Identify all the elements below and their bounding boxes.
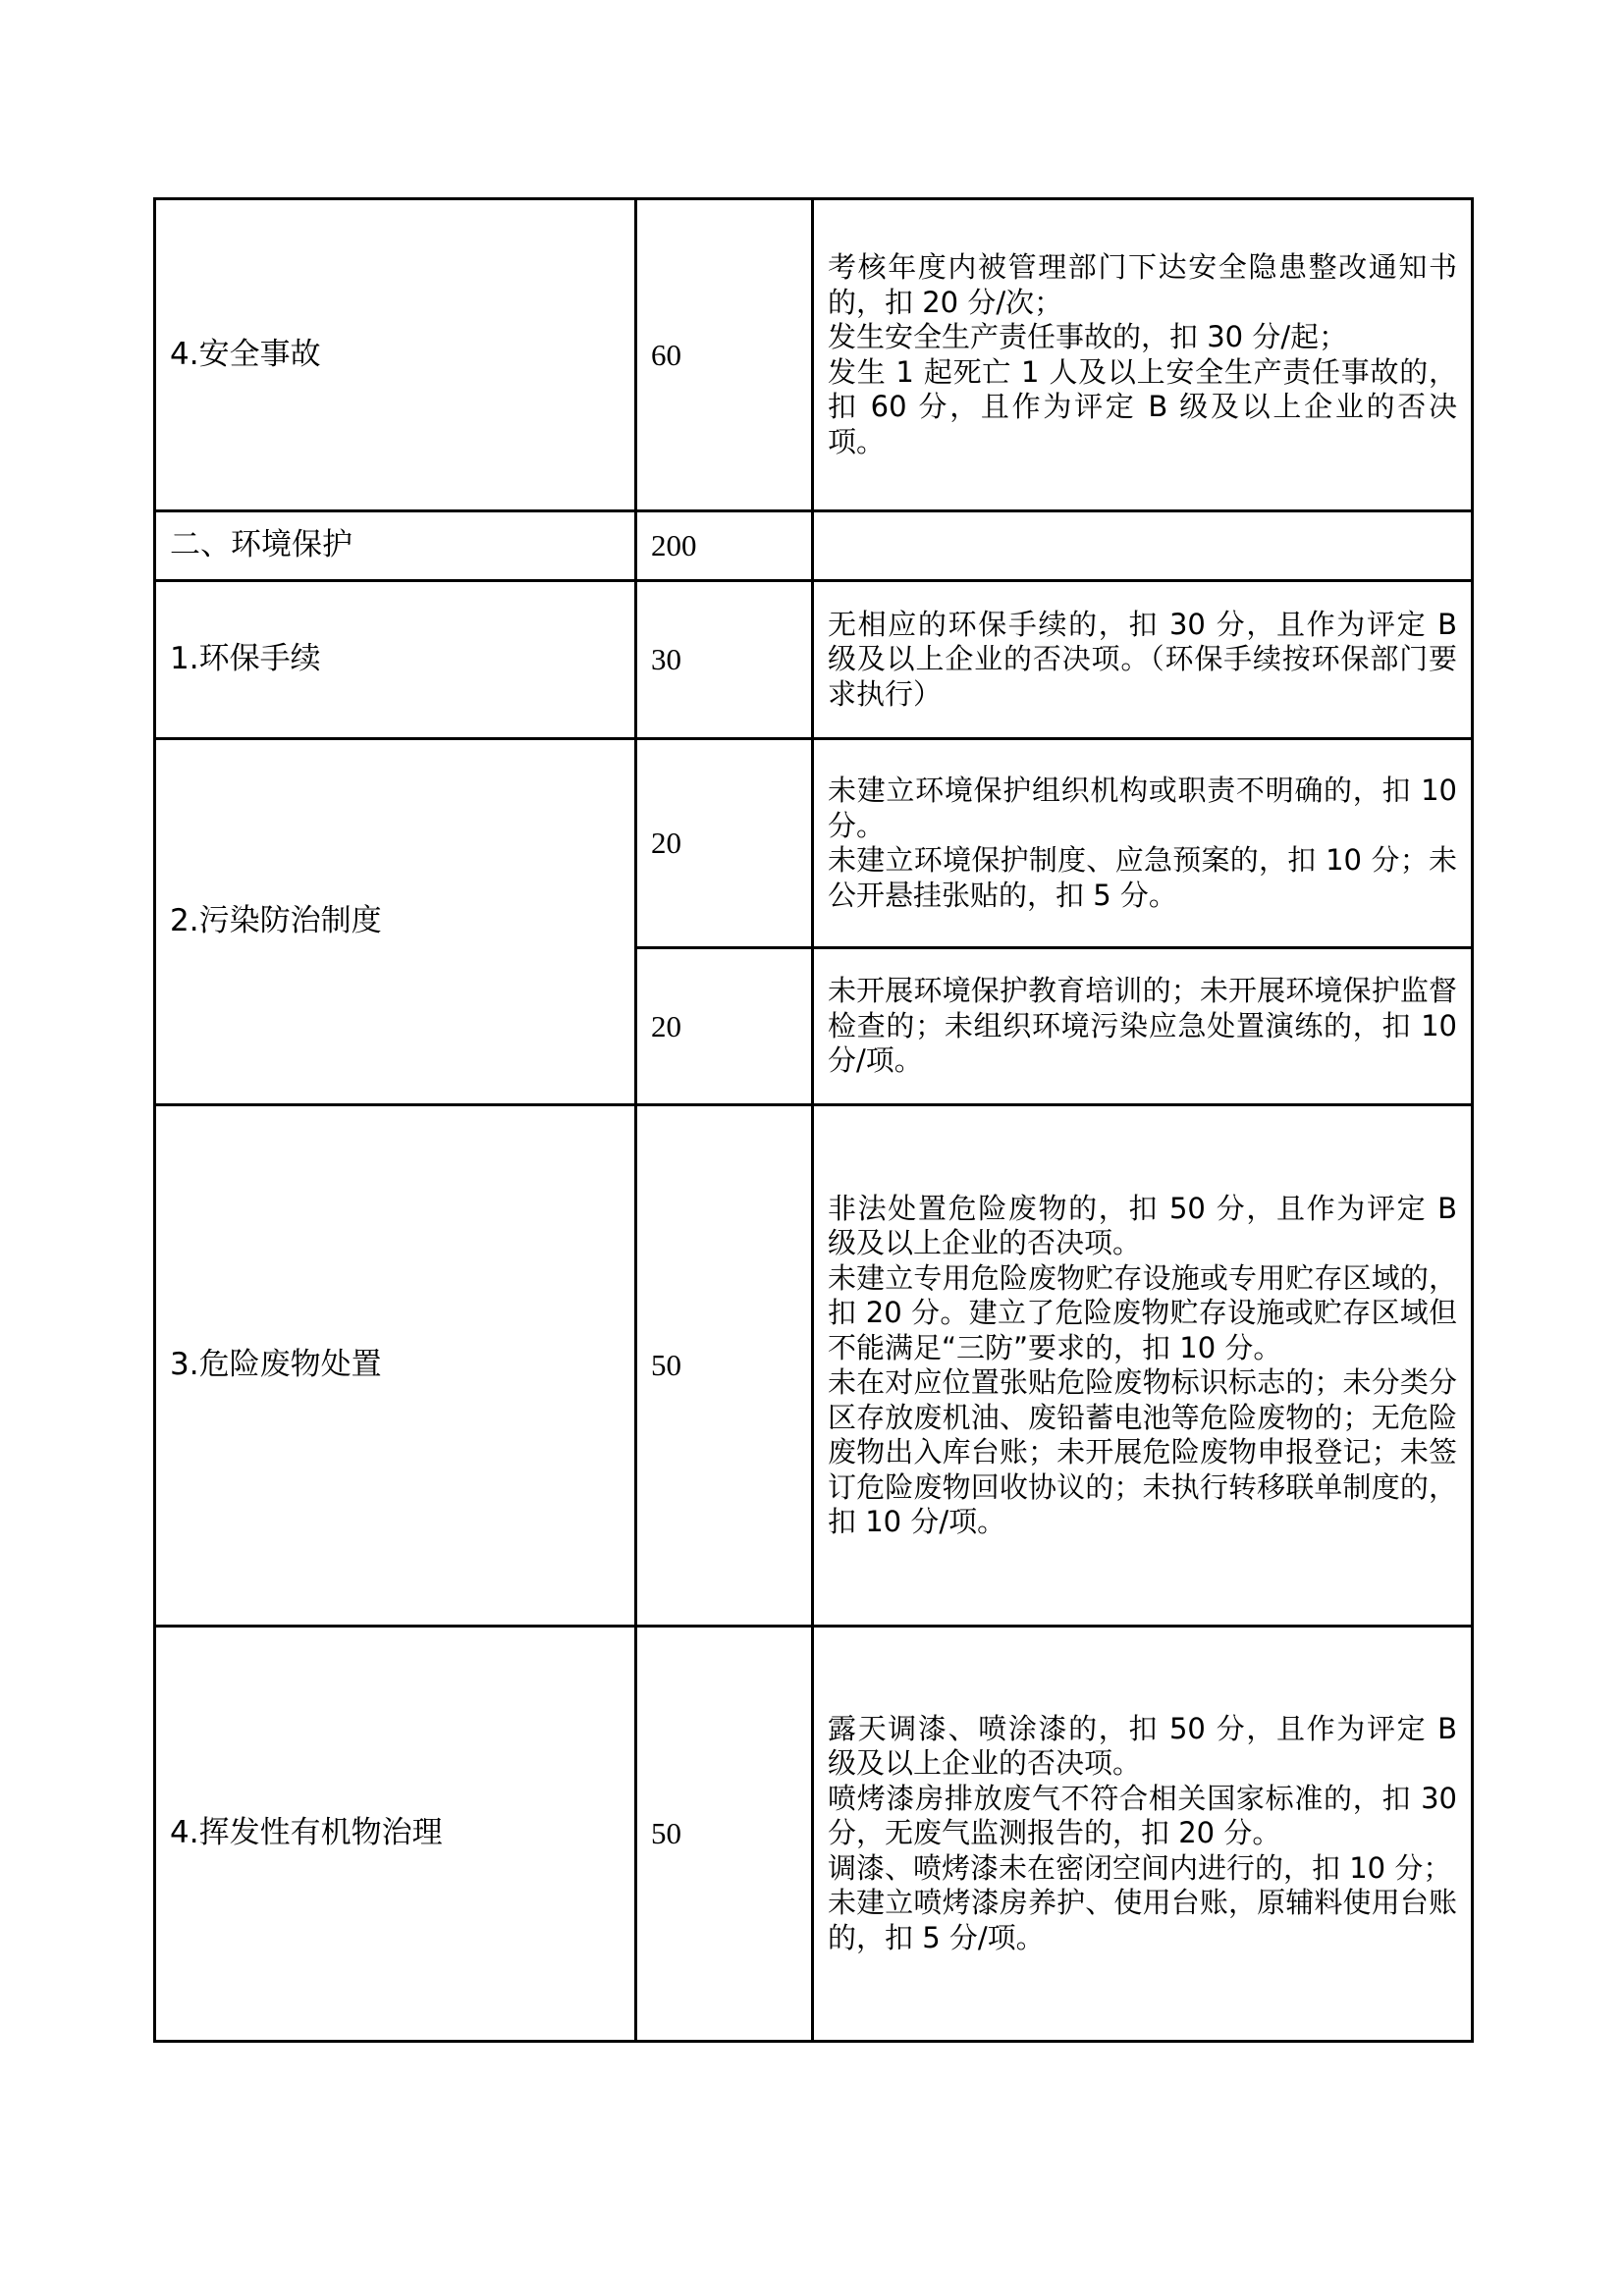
criteria-line: 未建立环境保护制度、应急预案的，扣 10 分；未公开悬挂张贴的，扣 5 分。 bbox=[828, 843, 1457, 912]
criteria-line: 未建立环境保护组织机构或职责不明确的，扣 10 分。 bbox=[828, 774, 1457, 842]
item-criteria bbox=[813, 1105, 1473, 1627]
item-name: 2.污染防治制度 bbox=[155, 739, 636, 1105]
item-criteria bbox=[813, 1627, 1473, 2042]
criteria-line: 发生 1 起死亡 1 人及以上安全生产责任事故的，扣 60 分，且作为评定 B 级及以上企业的否决项。 bbox=[828, 354, 1457, 458]
section-score: 200 bbox=[636, 511, 813, 581]
item-score: 60 bbox=[636, 199, 813, 511]
criteria-line: 考核年度内被管理部门下达安全隐患整改通知书的，扣 20 分/次； bbox=[828, 250, 1457, 319]
scoring-table bbox=[153, 197, 1474, 2043]
table-row bbox=[155, 739, 1473, 948]
item-name: 1.环保手续 bbox=[155, 581, 636, 739]
item-criteria bbox=[813, 739, 1473, 948]
criteria-line: 非法处置危险废物的，扣 50 分，且作为评定 B 级及以上企业的否决项。 bbox=[828, 1191, 1457, 1259]
item-score: 30 bbox=[636, 581, 813, 739]
item-score: 50 bbox=[636, 1627, 813, 2042]
table-row bbox=[155, 1105, 1473, 1627]
criteria-line: 无相应的环保手续的，扣 30 分，且作为评定 B 级及以上企业的否决项。（环保手续按环保部门要求执行） bbox=[828, 607, 1457, 711]
section-row bbox=[155, 511, 1473, 581]
criteria-line: 调漆、喷烤漆未在密闭空间内进行的，扣 10 分； bbox=[828, 1850, 1452, 1885]
item-criteria bbox=[813, 581, 1473, 739]
table-row bbox=[155, 581, 1473, 739]
criteria-line: 露天调漆、喷涂漆的，扣 50 分，且作为评定 B 级及以上企业的否决项。 bbox=[828, 1711, 1457, 1781]
item-score: 20 bbox=[636, 948, 813, 1105]
item-criteria bbox=[813, 199, 1473, 511]
item-score: 50 bbox=[636, 1105, 813, 1627]
item-name: 3.危险废物处置 bbox=[155, 1105, 636, 1627]
item-name: 4.挥发性有机物治理 bbox=[155, 1627, 636, 2042]
criteria-line: 未在对应位置张贴危险废物标识标志的；未分类分区存放废机油、废铅蓄电池等危险废物的；无危险废物出入库台账；未开展危险废物申报登记；未签订危险废物回收协议的；未执行转移联单制度的，扣 10 分/项。 bbox=[828, 1365, 1457, 1538]
criteria-line: 未建立喷烤漆房养护、使用台账，原辅料使用台账的，扣 5 分/项。 bbox=[828, 1886, 1457, 1954]
item-name: 4.安全事故 bbox=[155, 199, 636, 511]
table-row bbox=[155, 1627, 1473, 2042]
table-row bbox=[155, 199, 1473, 511]
section-name: 二、环境保护 bbox=[155, 511, 636, 581]
section-criteria-empty bbox=[813, 511, 1473, 581]
criteria-line: 喷烤漆房排放废气不符合相关国家标准的，扣 30 分，无废气监测报告的，扣 20 分。 bbox=[828, 1781, 1457, 1850]
criteria-line: 未建立专用危险废物贮存设施或专用贮存区域的，扣 20 分。建立了危险废物贮存设施或贮存区域但不能满足“三防”要求的，扣 10 分。 bbox=[828, 1260, 1457, 1364]
criteria-line: 未开展环境保护教育培训的；未开展环境保护监督检查的；未组织环境污染应急处置演练的，扣 10 分/项。 bbox=[828, 974, 1457, 1078]
criteria-line: 发生安全生产责任事故的，扣 30 分/起； bbox=[828, 320, 1348, 353]
item-score: 20 bbox=[636, 739, 813, 948]
item-criteria bbox=[813, 948, 1473, 1105]
